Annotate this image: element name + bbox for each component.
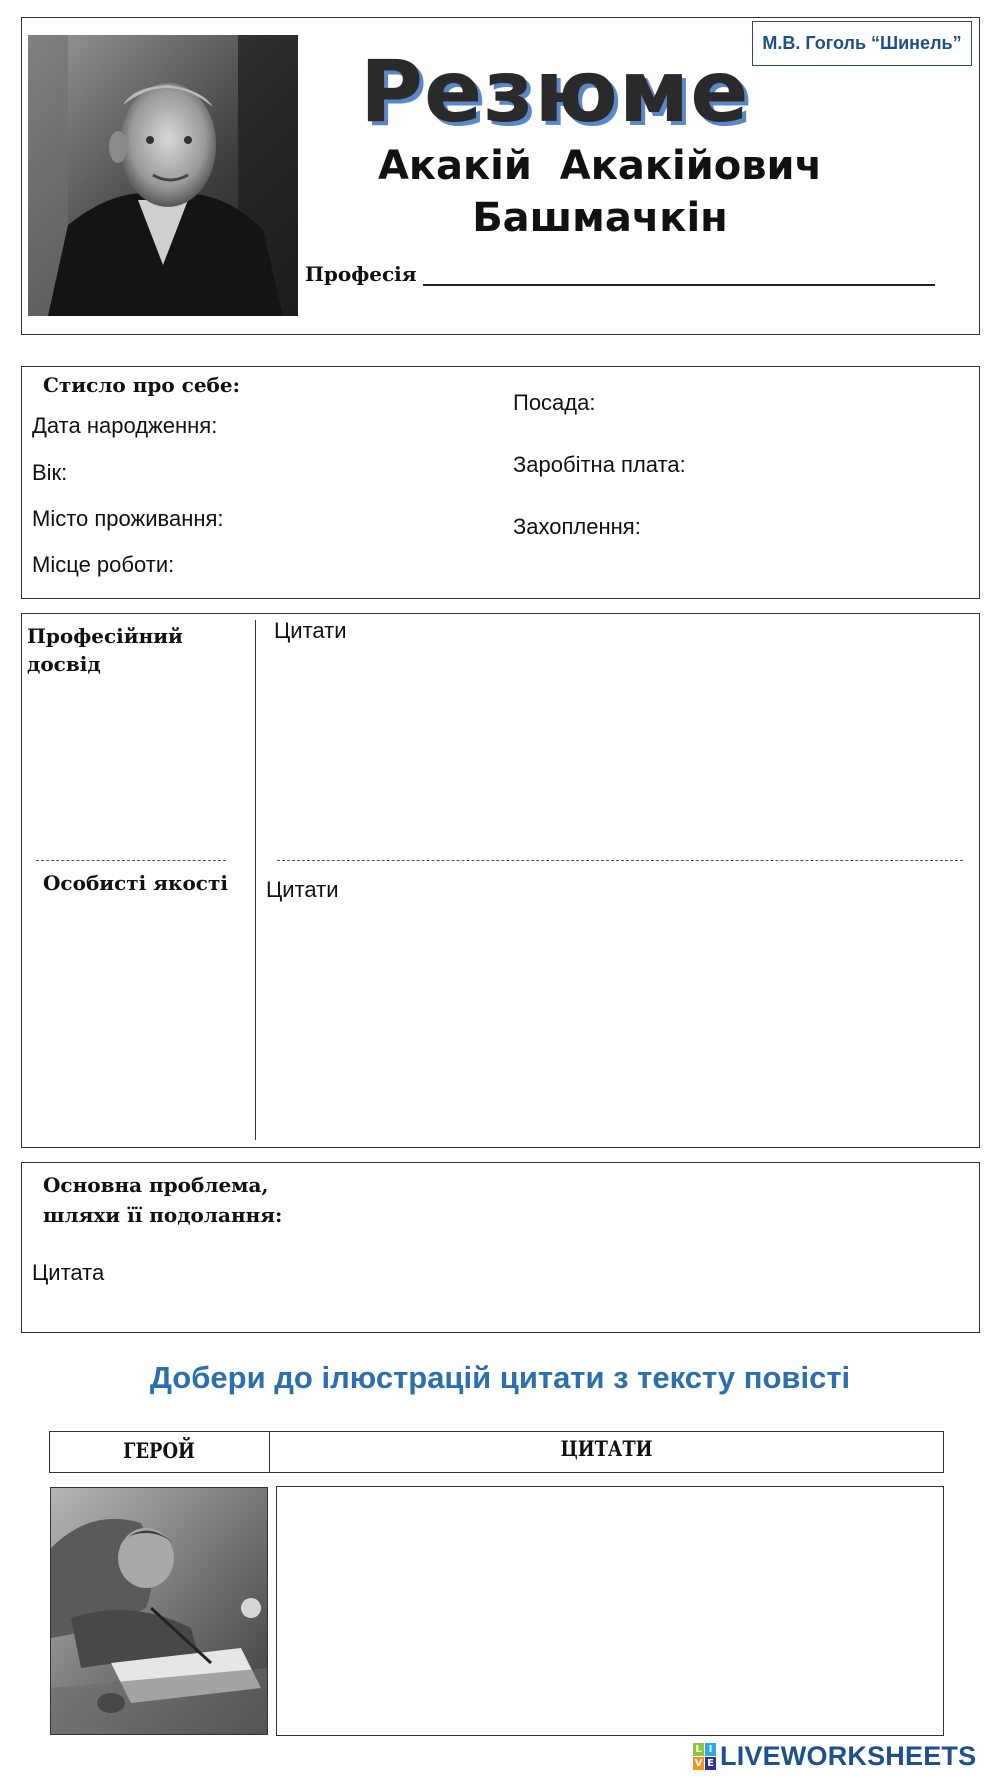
experience-label xyxy=(27,622,183,678)
field-hobbies: Захоплення: xyxy=(513,514,641,539)
profession-row xyxy=(305,262,935,286)
profession-input[interactable] xyxy=(423,262,935,286)
experience-label-line2: досвід xyxy=(27,652,101,676)
page-title xyxy=(360,42,750,142)
experience-quotes-label: Цитати xyxy=(274,618,347,643)
dashed-divider-right xyxy=(277,860,963,861)
logo-letter-l: L xyxy=(693,1743,704,1756)
portrait-photo xyxy=(28,35,298,316)
col-hero: ГЕРОЙ xyxy=(123,1438,195,1463)
source-tag xyxy=(752,21,972,66)
logo-letter-i: I xyxy=(705,1743,716,1756)
brand-logo-icon xyxy=(693,1743,716,1770)
liveworksheets-brand[interactable] xyxy=(693,1740,976,1772)
qualities-label: Особисті якості xyxy=(43,871,228,895)
task-table-header-divider xyxy=(269,1431,270,1473)
writing-scene-drawing xyxy=(51,1488,267,1734)
field-position: Посада: xyxy=(513,390,596,415)
problem-label xyxy=(43,1170,282,1230)
portrait-illustration xyxy=(28,35,298,316)
field-salary: Заробітна плата: xyxy=(513,452,686,477)
col-quotes: ЦИТАТИ xyxy=(560,1436,653,1461)
page-title-text: Резюме xyxy=(360,42,750,142)
vertical-divider xyxy=(255,620,256,1140)
profession-label: Професія xyxy=(305,262,417,286)
person-name xyxy=(340,140,860,244)
hero-quote-input[interactable] xyxy=(276,1486,944,1736)
source-tag-text: М.В. Гоголь “Шинель” xyxy=(762,33,962,53)
dashed-divider-left xyxy=(36,860,226,861)
logo-letter-e: E xyxy=(705,1757,716,1770)
qualities-quotes-label: Цитати xyxy=(266,877,339,902)
field-age: Вік: xyxy=(32,460,68,485)
problem-label-line1: Основна проблема, xyxy=(43,1173,269,1197)
brief-heading: Стисло про себе: xyxy=(43,373,241,397)
problem-quote-label: Цитата xyxy=(32,1260,105,1285)
person-name-line1: Акакій Акакійович xyxy=(377,143,823,189)
person-name-line2: Башмачкін xyxy=(472,195,728,241)
field-birthdate: Дата народження: xyxy=(32,413,218,438)
task-title: Добери до ілюстрацій цитати з тексту повісті xyxy=(149,1360,851,1395)
brand-text: LIVEWORKSHEETS xyxy=(720,1740,977,1771)
experience-label-line1: Професійний xyxy=(27,624,183,648)
hero-illustration xyxy=(50,1487,268,1735)
problem-label-line2: шляхи її подолання: xyxy=(43,1203,283,1227)
logo-letter-v: V xyxy=(694,1757,703,1769)
field-workplace: Місце роботи: xyxy=(32,552,175,577)
field-city: Місто проживання: xyxy=(32,506,224,531)
